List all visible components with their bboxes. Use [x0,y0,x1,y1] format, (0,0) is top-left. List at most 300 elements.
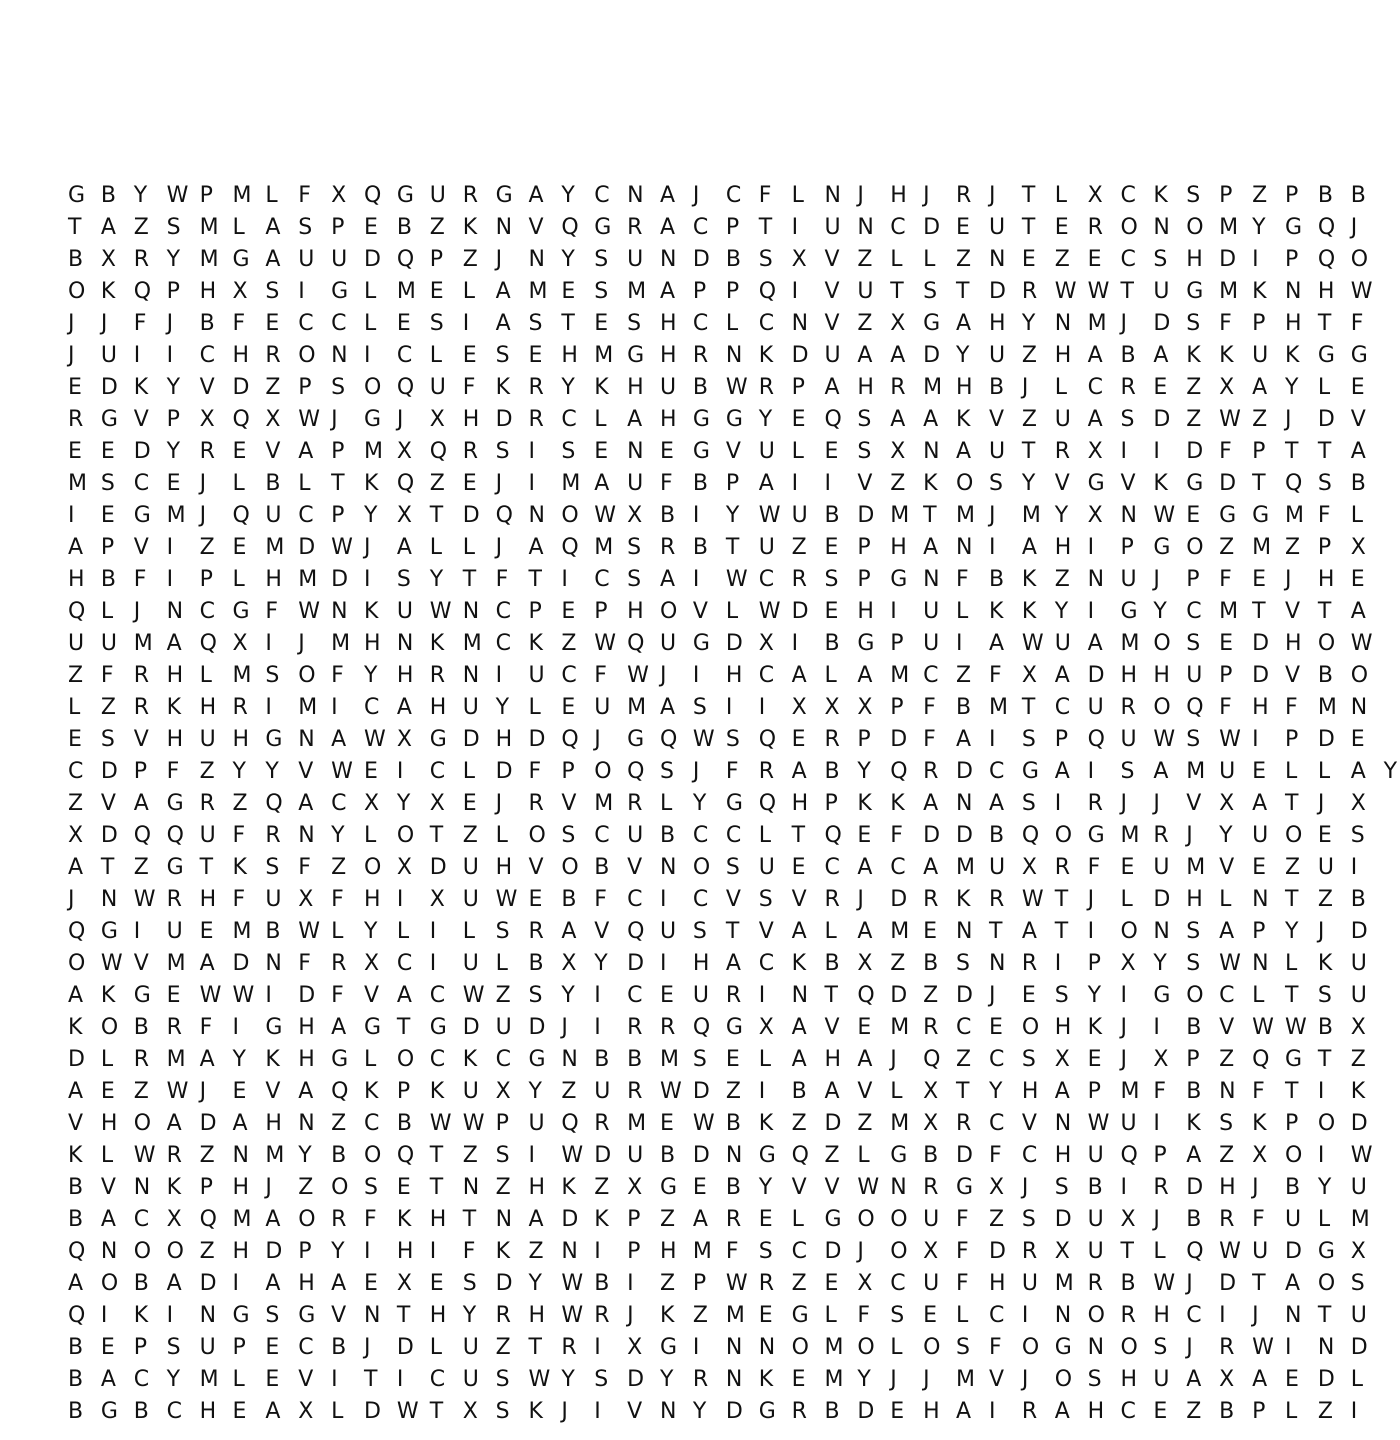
grid-letter[interactable]: G [232,247,250,272]
grid-letter[interactable]: T [1021,695,1036,720]
grid-letter[interactable]: M [1054,1271,1074,1296]
grid-letter[interactable]: B [791,1079,807,1104]
grid-letter[interactable]: H [429,1207,447,1232]
grid-letter[interactable]: X [495,1079,511,1104]
grid-letter[interactable]: D [1054,1207,1072,1232]
grid-letter[interactable]: A [923,535,939,560]
grid-letter[interactable]: S [857,439,872,464]
grid-letter[interactable]: A [956,1399,972,1424]
grid-letter[interactable]: Y [660,1367,674,1392]
grid-letter[interactable]: B [331,1143,347,1168]
grid-letter[interactable]: A [1186,1143,1202,1168]
grid-letter[interactable]: F [364,1207,377,1232]
grid-letter[interactable]: L [100,1143,114,1168]
grid-letter[interactable]: P [1284,183,1299,208]
grid-letter[interactable]: R [758,375,774,400]
grid-letter[interactable]: E [824,535,839,560]
grid-letter[interactable]: B [725,1111,741,1136]
grid-letter[interactable]: W [298,919,320,944]
grid-letter[interactable]: E [1252,759,1266,784]
grid-letter[interactable]: F [988,663,1002,688]
grid-letter[interactable]: U [1219,759,1236,784]
grid-letter[interactable]: I [166,343,174,368]
grid-letter[interactable]: J [988,983,996,1008]
grid-letter[interactable]: Z [1021,343,1037,368]
grid-letter[interactable]: A [495,311,511,336]
grid-letter[interactable]: S [495,919,510,944]
grid-letter[interactable]: W [1153,727,1176,752]
grid-letter[interactable]: I [166,1303,174,1328]
grid-letter[interactable]: P [331,215,345,240]
grid-letter[interactable]: I [265,631,272,656]
grid-letter[interactable]: C [627,887,643,912]
grid-letter[interactable]: X [1021,855,1037,880]
grid-letter[interactable]: A [824,1079,840,1104]
grid-letter[interactable]: V [791,1175,807,1200]
grid-letter[interactable]: X [232,631,248,656]
grid-letter[interactable]: I [1021,1303,1029,1328]
grid-letter[interactable]: B [660,1143,676,1168]
grid-letter[interactable]: O [68,279,86,304]
grid-letter[interactable]: Y [692,791,707,816]
grid-letter[interactable]: Y [364,663,378,688]
grid-letter[interactable]: W [462,983,485,1008]
grid-letter[interactable]: H [199,887,217,912]
grid-letter[interactable]: R [791,567,807,592]
grid-letter[interactable]: D [956,1143,973,1168]
grid-letter[interactable]: U [988,343,1006,368]
grid-letter[interactable]: G [692,407,710,432]
grid-letter[interactable]: D [1219,471,1237,496]
grid-letter[interactable]: U [1317,855,1334,880]
grid-letter[interactable]: O [133,1111,152,1136]
grid-letter[interactable]: X [429,407,445,432]
grid-letter[interactable]: S [1186,727,1201,752]
grid-letter[interactable]: T [923,503,937,528]
grid-letter[interactable]: X [1350,1239,1366,1264]
grid-letter[interactable]: V [824,1175,840,1200]
grid-letter[interactable]: F [298,183,311,208]
grid-letter[interactable]: V [692,599,708,624]
grid-letter[interactable]: P [824,791,838,816]
grid-letter[interactable]: T [1284,887,1299,912]
grid-letter[interactable]: I [1252,727,1259,752]
grid-letter[interactable]: F [462,1239,476,1264]
grid-letter[interactable]: W [396,1399,419,1424]
grid-letter[interactable]: N [331,343,348,368]
grid-letter[interactable]: C [1120,183,1136,208]
grid-letter[interactable]: Y [495,695,510,720]
grid-letter[interactable]: Y [166,375,181,400]
grid-letter[interactable]: E [725,1047,740,1072]
grid-letter[interactable]: N [1284,1303,1302,1328]
grid-letter[interactable]: J [166,311,174,336]
grid-letter[interactable]: M [232,1207,252,1232]
grid-letter[interactable]: B [133,1271,149,1296]
grid-letter[interactable]: R [331,951,347,976]
grid-letter[interactable]: Q [199,1207,217,1232]
grid-letter[interactable]: Z [561,631,577,656]
grid-letter[interactable]: G [1252,503,1270,528]
grid-letter[interactable]: A [857,919,873,944]
grid-letter[interactable]: P [857,535,871,560]
grid-letter[interactable]: B [1186,1079,1202,1104]
grid-letter[interactable]: M [956,855,976,880]
grid-letter[interactable]: T [791,823,806,848]
grid-letter[interactable]: M [725,1303,745,1328]
grid-letter[interactable]: H [890,183,907,208]
grid-letter[interactable]: T [429,1175,444,1200]
grid-letter[interactable]: T [528,1335,542,1360]
grid-letter[interactable]: N [1219,1079,1236,1104]
grid-letter[interactable]: D [857,503,875,528]
grid-letter[interactable]: K [890,791,905,816]
grid-letter[interactable]: N [725,343,743,368]
grid-letter[interactable]: N [265,951,282,976]
grid-letter[interactable]: V [824,1015,840,1040]
grid-letter[interactable]: C [199,343,215,368]
grid-letter[interactable]: T [462,1207,477,1232]
grid-letter[interactable]: G [429,727,447,752]
grid-letter[interactable]: J [495,535,503,560]
grid-letter[interactable]: A [857,663,873,688]
grid-letter[interactable]: Z [298,1175,314,1200]
grid-letter[interactable]: K [1153,183,1168,208]
grid-letter[interactable]: S [528,983,543,1008]
grid-letter[interactable]: R [1054,855,1071,880]
grid-letter[interactable]: T [1054,919,1069,944]
grid-letter[interactable]: Y [1021,311,1036,336]
grid-letter[interactable]: B [692,535,709,560]
grid-letter[interactable]: M [890,1015,910,1040]
grid-letter[interactable]: F [758,183,772,208]
grid-letter[interactable]: F [331,663,344,688]
grid-letter[interactable]: E [68,439,82,464]
grid-letter[interactable]: A [890,407,906,432]
grid-letter[interactable]: R [725,1207,742,1232]
grid-letter[interactable]: T [1284,983,1299,1008]
grid-letter[interactable]: H [495,727,513,752]
grid-letter[interactable]: B [1186,1207,1202,1232]
grid-letter[interactable]: D [923,215,941,240]
grid-letter[interactable]: Z [1317,887,1333,912]
grid-letter[interactable]: R [627,1015,643,1040]
grid-letter[interactable]: S [396,567,411,592]
grid-letter[interactable]: M [265,1143,285,1168]
grid-letter[interactable]: L [758,823,771,848]
grid-letter[interactable]: H [660,1239,677,1264]
grid-letter[interactable]: V [1021,1111,1037,1136]
grid-letter[interactable]: I [627,1271,634,1296]
grid-letter[interactable]: O [1087,1303,1105,1328]
grid-letter[interactable]: G [495,183,513,208]
grid-letter[interactable]: G [660,1335,678,1360]
grid-letter[interactable]: R [791,1399,807,1424]
grid-letter[interactable]: D [495,1271,513,1296]
grid-letter[interactable]: I [528,439,535,464]
grid-letter[interactable]: E [396,1175,411,1200]
grid-letter[interactable]: U [1153,279,1170,304]
grid-letter[interactable]: O [364,375,382,400]
grid-letter[interactable]: I [232,1271,239,1296]
grid-letter[interactable]: P [298,375,312,400]
grid-letter[interactable]: S [1219,1111,1234,1136]
grid-letter[interactable]: S [1021,1207,1036,1232]
grid-letter[interactable]: F [1252,1207,1265,1232]
grid-letter[interactable]: M [232,919,252,944]
grid-letter[interactable]: G [1350,343,1368,368]
grid-letter[interactable]: E [1350,375,1365,400]
grid-letter[interactable]: G [857,631,875,656]
grid-letter[interactable]: Y [988,1079,1003,1104]
grid-letter[interactable]: V [331,1303,347,1328]
grid-letter[interactable]: W [1087,279,1110,304]
grid-letter[interactable]: H [857,599,874,624]
grid-letter[interactable]: P [528,599,542,624]
grid-letter[interactable]: R [1120,1303,1136,1328]
grid-letter[interactable]: J [1153,567,1160,592]
grid-letter[interactable]: G [923,311,941,336]
grid-letter[interactable]: X [758,1015,774,1040]
grid-letter[interactable]: D [692,247,710,272]
grid-letter[interactable]: D [331,567,349,592]
grid-letter[interactable]: S [1186,311,1201,336]
grid-letter[interactable]: B [824,951,840,976]
grid-letter[interactable]: N [627,439,644,464]
grid-letter[interactable]: U [462,1079,479,1104]
grid-letter[interactable]: I [791,279,799,304]
grid-letter[interactable]: K [68,1143,83,1168]
grid-letter[interactable]: R [166,887,182,912]
grid-letter[interactable]: E [857,823,872,848]
grid-letter[interactable]: H [232,343,249,368]
grid-letter[interactable]: N [232,1143,249,1168]
grid-letter[interactable]: X [561,951,577,976]
grid-letter[interactable]: B [594,1271,610,1296]
grid-letter[interactable]: L [660,791,673,816]
grid-letter[interactable]: O [364,855,382,880]
grid-letter[interactable]: F [1153,1079,1167,1104]
grid-letter[interactable]: V [561,791,577,816]
grid-letter[interactable]: K [1021,599,1037,624]
grid-letter[interactable]: W [528,1367,551,1392]
grid-letter[interactable]: O [1284,1143,1303,1168]
grid-letter[interactable]: L [824,1303,837,1328]
grid-letter[interactable]: F [1284,695,1298,720]
grid-letter[interactable]: N [1153,919,1170,944]
grid-letter[interactable]: S [988,471,1003,496]
grid-letter[interactable]: A [857,343,873,368]
grid-letter[interactable]: M [956,1367,976,1392]
grid-letter[interactable]: D [594,1143,612,1168]
grid-letter[interactable]: S [758,887,773,912]
grid-letter[interactable]: H [988,1271,1006,1296]
grid-letter[interactable]: L [100,599,114,624]
grid-letter[interactable]: U [1153,855,1170,880]
grid-letter[interactable]: L [429,343,443,368]
grid-letter[interactable]: P [627,1239,641,1264]
grid-letter[interactable]: Y [364,919,378,944]
grid-letter[interactable]: B [100,567,116,592]
grid-letter[interactable]: V [1219,1015,1235,1040]
grid-letter[interactable]: L [462,279,475,304]
grid-letter[interactable]: E [923,919,938,944]
grid-letter[interactable]: Q [857,983,875,1008]
grid-letter[interactable]: I [1252,247,1259,272]
grid-letter[interactable]: Y [1317,1175,1332,1200]
grid-letter[interactable]: I [429,919,437,944]
grid-letter[interactable]: D [528,727,546,752]
grid-letter[interactable]: R [1120,375,1136,400]
grid-letter[interactable]: U [660,919,677,944]
grid-letter[interactable]: K [528,631,543,656]
grid-letter[interactable]: F [495,567,509,592]
grid-letter[interactable]: M [462,631,482,656]
grid-letter[interactable]: R [758,1271,774,1296]
grid-letter[interactable]: U [429,375,446,400]
grid-letter[interactable]: D [824,1111,842,1136]
grid-letter[interactable]: T [824,983,838,1008]
grid-letter[interactable]: D [857,1399,875,1424]
grid-letter[interactable]: I [1284,1335,1292,1360]
grid-letter[interactable]: B [1120,343,1136,368]
grid-letter[interactable]: G [429,1015,447,1040]
grid-letter[interactable]: A [1186,1367,1202,1392]
grid-letter[interactable]: U [1350,1175,1367,1200]
grid-letter[interactable]: C [1021,1143,1038,1168]
grid-letter[interactable]: C [331,791,347,816]
grid-letter[interactable]: A [199,1047,215,1072]
grid-letter[interactable]: W [166,1079,189,1104]
grid-letter[interactable]: E [561,279,576,304]
grid-letter[interactable]: G [890,567,908,592]
grid-letter[interactable]: P [725,215,740,240]
grid-letter[interactable]: S [1054,983,1069,1008]
grid-letter[interactable]: A [396,983,412,1008]
grid-letter[interactable]: G [100,919,118,944]
grid-letter[interactable]: U [1087,695,1104,720]
grid-letter[interactable]: H [364,887,381,912]
grid-letter[interactable]: M [824,1367,844,1392]
grid-letter[interactable]: C [890,855,906,880]
grid-letter[interactable]: V [100,1175,116,1200]
grid-letter[interactable]: Q [1284,471,1303,496]
grid-letter[interactable]: X [1087,183,1103,208]
grid-letter[interactable]: R [133,1047,150,1072]
grid-letter[interactable]: E [199,919,214,944]
grid-letter[interactable]: F [1219,567,1232,592]
grid-letter[interactable]: K [1317,951,1333,976]
grid-letter[interactable]: Y [1021,471,1036,496]
grid-letter[interactable]: A [298,1079,314,1104]
grid-letter[interactable]: S [660,759,674,784]
grid-letter[interactable]: J [199,1079,207,1104]
grid-letter[interactable]: J [1120,311,1127,336]
grid-letter[interactable]: C [429,1367,446,1392]
grid-letter[interactable]: I [758,1079,766,1104]
grid-letter[interactable]: D [923,823,941,848]
grid-letter[interactable]: W [857,1175,880,1200]
grid-letter[interactable]: V [791,887,807,912]
grid-letter[interactable]: M [561,471,581,496]
grid-letter[interactable]: S [166,215,181,240]
grid-letter[interactable]: H [1054,535,1072,560]
grid-letter[interactable]: E [758,1207,773,1232]
grid-letter[interactable]: R [1021,951,1038,976]
grid-letter[interactable]: U [1021,1271,1038,1296]
grid-letter[interactable]: E [824,599,839,624]
grid-letter[interactable]: V [988,407,1004,432]
grid-letter[interactable]: F [594,887,607,912]
grid-letter[interactable]: Q [396,1143,415,1168]
grid-letter[interactable]: J [1021,375,1029,400]
grid-letter[interactable]: I [298,279,305,304]
grid-letter[interactable]: A [660,279,676,304]
grid-letter[interactable]: F [923,695,936,720]
grid-letter[interactable]: J [1120,791,1127,816]
grid-letter[interactable]: I [988,727,996,752]
grid-letter[interactable]: J [1186,823,1193,848]
grid-letter[interactable]: T [1252,1271,1266,1296]
grid-letter[interactable]: N [462,599,480,624]
grid-letter[interactable]: S [364,1175,378,1200]
grid-letter[interactable]: T [956,279,970,304]
grid-letter[interactable]: N [199,1303,217,1328]
grid-letter[interactable]: G [364,407,382,432]
grid-letter[interactable]: Y [232,1047,246,1072]
grid-letter[interactable]: M [232,663,252,688]
grid-letter[interactable]: B [331,1335,347,1360]
grid-letter[interactable]: N [1317,1335,1335,1360]
grid-letter[interactable]: X [166,1207,182,1232]
grid-letter[interactable]: V [1284,663,1301,688]
grid-letter[interactable]: A [890,343,906,368]
grid-letter[interactable]: R [594,1111,610,1136]
grid-letter[interactable]: A [331,727,347,752]
grid-letter[interactable]: H [956,375,973,400]
grid-letter[interactable]: B [725,247,741,272]
grid-letter[interactable]: T [1252,471,1266,496]
grid-letter[interactable]: Y [396,791,411,816]
grid-letter[interactable]: R [923,887,939,912]
grid-letter[interactable]: K [495,1239,511,1264]
grid-letter[interactable]: R [133,247,150,272]
grid-letter[interactable]: Y [265,759,279,784]
grid-letter[interactable]: X [396,1271,412,1296]
grid-letter[interactable]: R [1021,1239,1038,1264]
grid-letter[interactable]: O [923,1335,941,1360]
grid-letter[interactable]: J [1284,567,1292,592]
grid-letter[interactable]: T [462,567,477,592]
grid-letter[interactable]: C [923,663,939,688]
grid-letter[interactable]: Q [561,535,579,560]
grid-letter[interactable]: Y [1153,599,1167,624]
grid-letter[interactable]: X [1219,1367,1235,1392]
grid-letter[interactable]: A [1350,439,1366,464]
grid-letter[interactable]: O [1186,535,1204,560]
grid-letter[interactable]: D [923,343,941,368]
grid-letter[interactable]: K [364,471,379,496]
grid-letter[interactable]: J [1087,887,1095,912]
grid-letter[interactable]: R [1153,1175,1169,1200]
grid-letter[interactable]: D [956,983,973,1008]
grid-letter[interactable]: N [758,1335,776,1360]
grid-letter[interactable]: G [1021,759,1039,784]
grid-letter[interactable]: L [199,663,212,688]
grid-letter[interactable]: F [265,599,278,624]
grid-letter[interactable]: A [331,1271,347,1296]
grid-letter[interactable]: N [298,823,315,848]
